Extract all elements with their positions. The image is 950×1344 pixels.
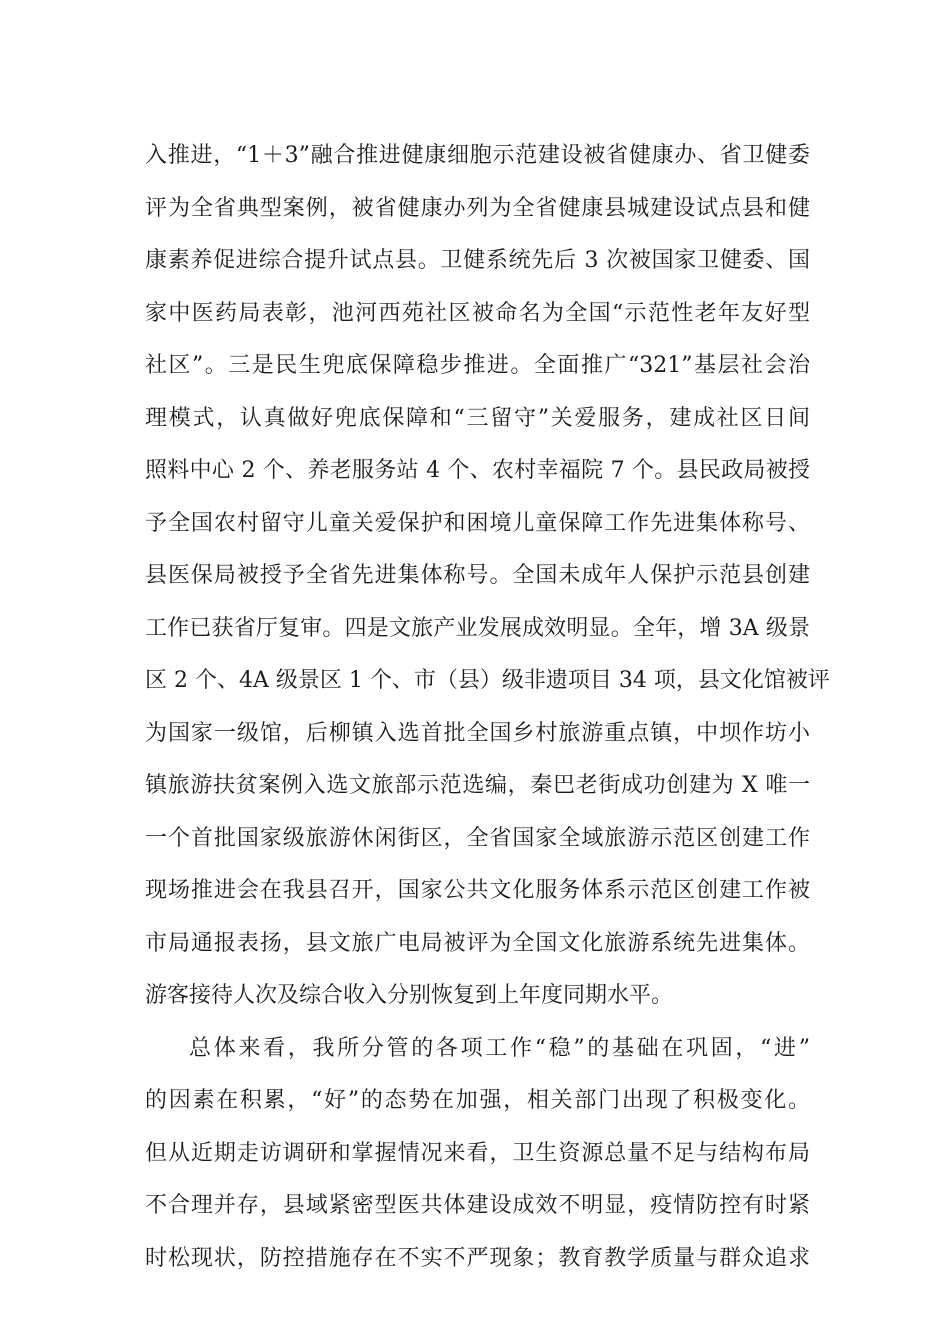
text-line: 不合理并存，县域紧密型医共体建设成效不明显，疫情防控有时紧 xyxy=(145,1193,810,1218)
paragraph-start-line: 总体来看，我所分管的各项工作“稳”的基础在巩固，“进” xyxy=(189,1035,810,1061)
text-line: 工作已获省厅复审。四是文旅产业发展成效明显。全年，增 3A 级景 xyxy=(145,615,810,641)
body-text xyxy=(145,130,830,1285)
text-line: 区 2 个、4A 级景区 1 个、市（县）级非遗项目 34 项，县文化馆被评 xyxy=(145,668,830,693)
text-line: 镇旅游扶贫案例入选文旅部示范选编，秦巴老街成功创建为 X 唯一 xyxy=(145,773,810,798)
text-line: 为国家一级馆，后柳镇入选首批全国乡村旅游重点镇，中坝作坊小 xyxy=(145,720,810,746)
text-line: 理模式，认真做好兜底保障和“三留守”关爱服务，建成社区日间 xyxy=(145,405,810,431)
text-line: 县医保局被授予全省先进集体称号。全国未成年人保护示范县创建 xyxy=(145,563,810,588)
paragraph-end-line: 游客接待人次及综合收入分别恢复到上年度同期水平。 xyxy=(145,983,674,1008)
text-line: 的因素在积累，“好”的态势在加强，相关部门出现了积极变化。 xyxy=(145,1088,810,1113)
text-line: 入推进，“1＋3”融合推进健康细胞示范建设被省健康办、省卫健委 xyxy=(145,143,810,168)
text-line: 康素养促进综合提升试点县。卫健系统先后 3 次被国家卫健委、国 xyxy=(145,248,810,273)
text-line: 评为全省典型案例，被省健康办列为全省健康县城建设试点县和健 xyxy=(145,195,810,221)
text-line: 现场推进会在我县召开，国家公共文化服务体系示范区创建工作被 xyxy=(145,878,810,903)
text-line: 市局通报表扬，县文旅广电局被评为全国文化旅游系统先进集体。 xyxy=(145,930,810,956)
text-line: 时松现状，防控措施存在不实不严现象；教育教学质量与群众追求 xyxy=(145,1245,810,1271)
text-line: 但从近期走访调研和掌握情况来看，卫生资源总量不足与结构布局 xyxy=(145,1140,810,1166)
text-line: 照料中心 2 个、养老服务站 4 个、农村幸福院 7 个。县民政局被授 xyxy=(145,458,810,483)
text-line: 一个首批国家级旅游休闲街区，全省国家全域旅游示范区创建工作 xyxy=(145,825,810,851)
text-line: 家中医药局表彰，池河西苑社区被命名为全国“示范性老年友好型 xyxy=(145,300,810,326)
text-line: 社区”。三是民生兜底保障稳步推进。全面推广“321”基层社会治 xyxy=(145,353,810,378)
text-line: 予全国农村留守儿童关爱保护和困境儿童保障工作先进集体称号、 xyxy=(145,510,810,536)
